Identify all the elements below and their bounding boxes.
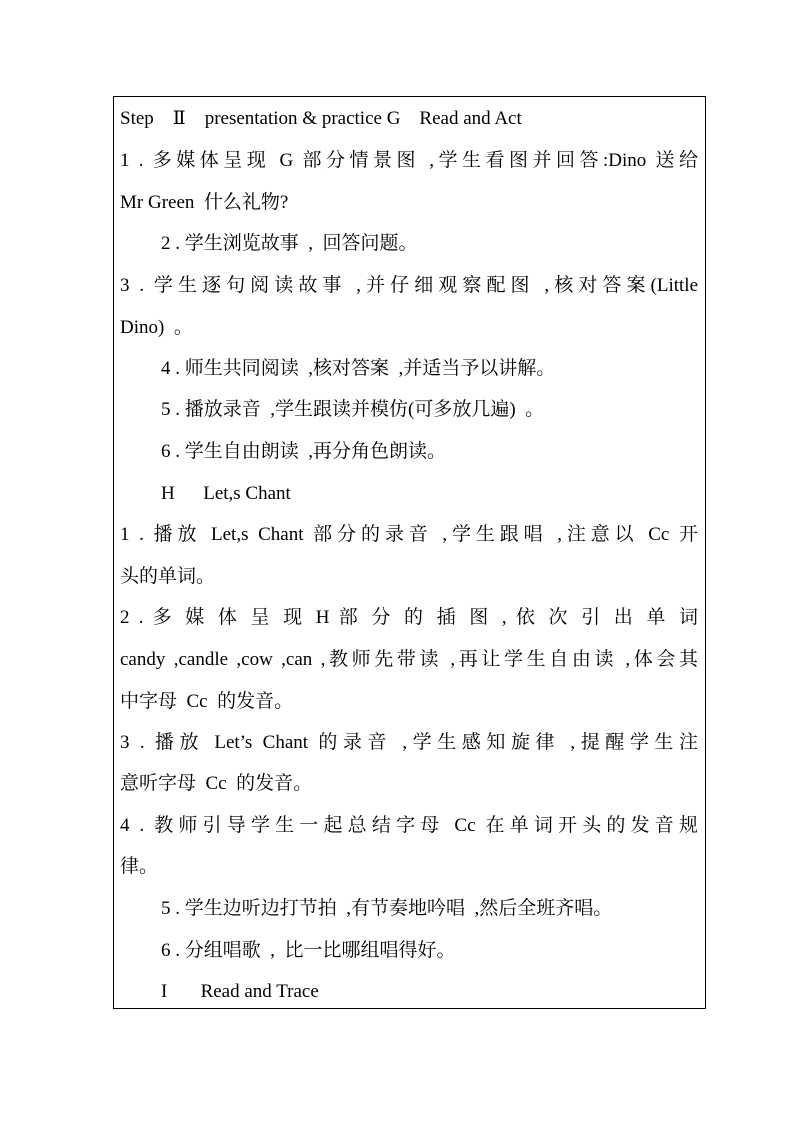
h-item-3-line-1: 3 . 播放 Let’s Chant 的录音 ,学生感知旋律 ,提醒学生注 — [120, 732, 698, 753]
g-item-2: 2 . 学生浏览故事 , 回答问题。 — [161, 233, 418, 254]
section-i-heading: I Read and Trace — [161, 981, 319, 1002]
g-item-6: 6 . 学生自由朗读 ,再分角色朗读。 — [161, 441, 447, 462]
h-item-1-line-2: 头的单词。 — [120, 566, 216, 587]
h-item-4-line-2: 律。 — [120, 856, 159, 877]
h-item-2-line-3: 中字母 Cc 的发音。 — [120, 691, 294, 712]
g-item-5: 5 . 播放录音 ,学生跟读并模仿(可多放几遍) 。 — [161, 399, 545, 420]
g-item-1-line-1: 1 . 多媒体呈现 G 部分情景图 ,学生看图并回答:Dino 送给 — [120, 150, 698, 171]
h-item-1-line-1: 1 . 播放 Let,s Chant 部分的录音 ,学生跟唱 ,注意以 Cc 开 — [120, 524, 698, 545]
h-item-6: 6 . 分组唱歌 , 比一比哪组唱得好。 — [161, 940, 456, 961]
g-item-3-line-1: 3 . 学生逐句阅读故事 ,并仔细观察配图 ,核对答案(Little — [120, 275, 698, 296]
h-item-2-line-2: candy ,candle ,cow ,can ,教师先带读 ,再让学生自由读 ,体会其 — [120, 649, 698, 670]
step-heading: Step Ⅱ presentation & practice G Read and Act — [120, 108, 522, 129]
h-item-5: 5 . 学生边听边打节拍 ,有节奏地吟唱 ,然后全班齐唱。 — [161, 898, 613, 919]
g-item-3-line-2: Dino) 。 — [120, 317, 193, 338]
g-item-4: 4 . 师生共同阅读 ,核对答案 ,并适当予以讲解。 — [161, 358, 556, 379]
section-h-heading: H Let,s Chant — [161, 483, 291, 504]
h-item-4-line-1: 4 . 教师引导学生一起总结字母 Cc 在单词开头的发音规 — [120, 815, 698, 836]
h-item-2-line-1: 2 . 多 媒 体 呈 现 H 部 分 的 插 图 , 依 次 引 出 单 词 — [120, 607, 698, 628]
g-item-1-line-2: Mr Green 什么礼物? — [120, 192, 289, 213]
h-item-3-line-2: 意听字母 Cc 的发音。 — [120, 773, 313, 794]
